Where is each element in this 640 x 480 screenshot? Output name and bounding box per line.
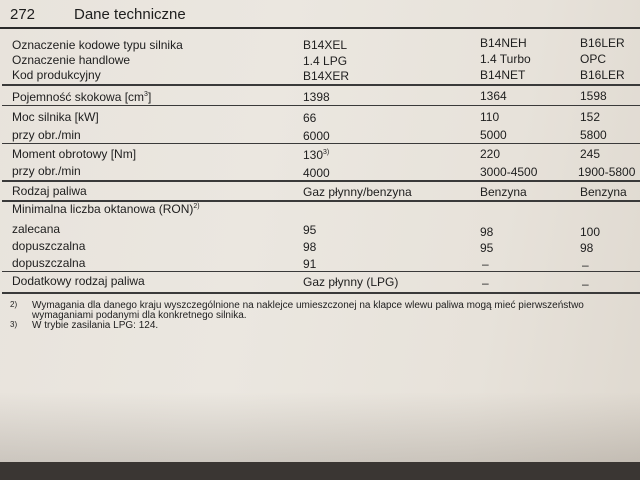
displacement-col3: 1598 (580, 89, 607, 103)
label-engine-type-code: Oznaczenie kodowe typu silnika (12, 38, 183, 52)
label-displacement: Pojemność skokowa $[cm^3]$ (12, 90, 152, 104)
displacement-col2: 1364 (480, 89, 507, 103)
divider-table-end (2, 292, 640, 294)
recommended-col1: 95 (303, 223, 317, 237)
additional-fuel-col1: Gaz płynny (LPG) (303, 275, 399, 289)
permitted-col2: 95 (480, 241, 494, 255)
page-header (0, 0, 640, 30)
code-col2: B14NEH (480, 36, 527, 50)
power-rpm-col3: 5800 (580, 128, 607, 142)
code-col3: B16LER (580, 36, 625, 50)
permitted2-col3: – (582, 258, 589, 272)
footnote-2-line1: Wymagania dla danego kraju wyszczególnione na naklejce umieszczonej na klapce wlewu paliwa mogą mieć pierwszeństwo (32, 300, 584, 311)
power-rpm-col2: 5000 (480, 128, 507, 142)
torque-col1: 130$^{3)}$ (303, 148, 330, 162)
code-col1: B14XEL (303, 38, 348, 52)
label-power-rpm: przy obr./min (12, 128, 81, 142)
additional-fuel-col2: – (482, 276, 489, 290)
trade-col3: OPC (580, 52, 607, 66)
prod-col1: B14XER (303, 69, 350, 83)
recommended-col3: 100 (580, 225, 601, 239)
displacement-col1: 1398 (303, 90, 330, 104)
prod-col3: B16LER (580, 68, 625, 82)
power-col3: 152 (580, 110, 601, 124)
trade-col1: 1.4 LPG (303, 54, 348, 68)
label-production-code: Kod produkcyjny (12, 68, 101, 82)
trade-col2: 1.4 Turbo (480, 52, 531, 66)
torque-rpm-col2: 3000-4500 (480, 165, 538, 179)
permitted2-col2: – (482, 257, 489, 271)
power-col2: 110 (480, 110, 500, 124)
divider (2, 271, 640, 272)
label-torque: Moment obrotowy [Nm] (12, 147, 137, 161)
label-torque-rpm: przy obr./min (12, 164, 81, 178)
prod-col2: B14NET (480, 68, 526, 82)
divider-header-end (2, 84, 640, 86)
fuel-col2: Benzyna (480, 185, 527, 199)
footnote-2-number: 2) (10, 300, 18, 309)
footnote-2-line2: wymaganiami podanymi dla konkretnego silnika. (32, 310, 247, 321)
footnote-3-number: 3) (10, 320, 18, 329)
page-shadow (0, 392, 640, 462)
torque-rpm-col3: 1900-5800 (578, 165, 636, 179)
power-col1: 66 (303, 111, 317, 125)
label-trade-name: Oznaczenie handlowe (12, 53, 131, 67)
torque-rpm-col1: 4000 (303, 166, 330, 180)
divider (2, 105, 640, 106)
label-permitted-2: dopuszczalna (12, 256, 86, 270)
divider (2, 180, 640, 182)
header-divider (0, 27, 640, 29)
power-rpm-col1: 6000 (303, 129, 330, 143)
footnote-3-line1: W trybie zasilania LPG: 124. (32, 320, 159, 331)
torque-col3: 245 (580, 147, 601, 161)
divider (2, 143, 640, 144)
label-permitted: dopuszczalna (12, 239, 86, 253)
fuel-col1: Gaz płynny/benzyna (303, 185, 412, 199)
label-octane: Minimalna liczba oktanowa (RON)$^{2)}$ (12, 202, 200, 216)
fuel-col3: Benzyna (580, 185, 627, 199)
permitted-col3: 98 (580, 241, 594, 255)
permitted-col1: 98 (303, 240, 317, 254)
label-recommended: zalecana (12, 222, 61, 236)
torque-col2: 220 (480, 147, 501, 161)
additional-fuel-col3: – (582, 277, 589, 291)
page-number: 272 (10, 6, 36, 23)
recommended-col2: 98 (480, 225, 494, 239)
label-power: Moc silnika [kW] (12, 110, 99, 124)
permitted2-col1: 91 (303, 257, 317, 271)
label-fuel-type: Rodzaj paliwa (12, 184, 87, 198)
page-title: Dane techniczne (74, 6, 186, 23)
label-additional-fuel: Dodatkowy rodzaj paliwa (12, 274, 145, 288)
